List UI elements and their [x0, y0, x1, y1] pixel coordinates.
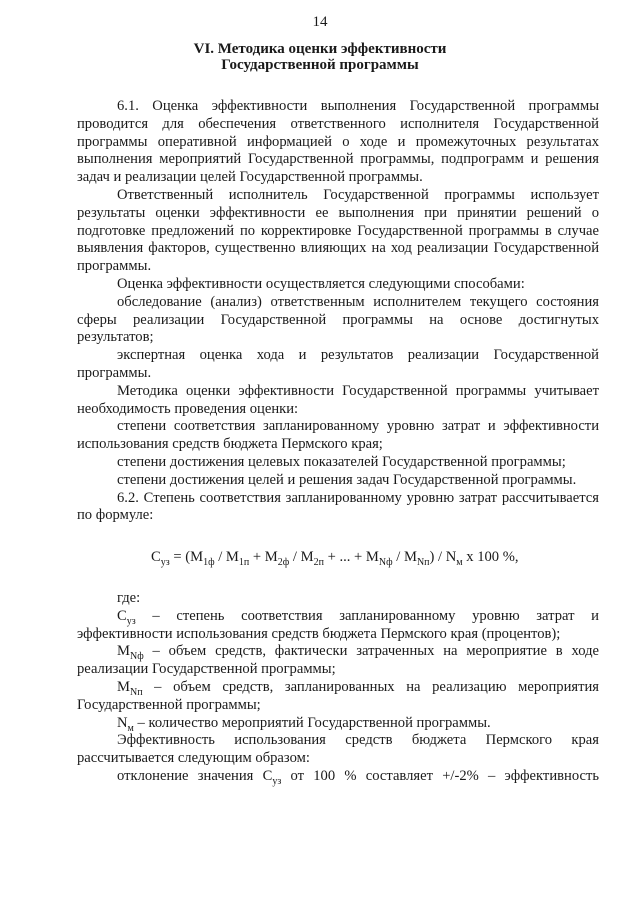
paragraph: обследование (анализ) ответственным исполнителем текущего состояния сферы реализации Государственной программы на основе достигнутых результатов; — [77, 293, 599, 346]
heading-line-1: VI. Методика оценки эффективности — [193, 41, 447, 57]
paragraph: степени достижения целевых показателей Государственной программы; — [117, 453, 566, 470]
paragraph: степени соответствия запланированному уровню затрат и эффективности использования средств бюджета Пермского края; — [77, 418, 599, 453]
paragraph: Методика оценки эффективности Государственной программы учитывает необходимость проведения оценки: — [77, 382, 599, 417]
definition: $N_м$ – количество мероприятий Государственной программы. — [117, 714, 491, 734]
paragraph: экспертная оценка хода и результатов реализации Государственной программы. — [77, 347, 599, 381]
paragraph-last-line: отклонение значения $С_{уз}$ от 100 % составляет +/-2% – эффективность — [117, 767, 599, 787]
definition: $М_{Nп}$ – объем средств, запланированных на реализацию мероприятия Государственной программы; — [77, 678, 599, 713]
paragraph: 6.2. Степень соответствия запланированному уровню затрат рассчитывается по формуле: — [77, 489, 599, 524]
where-label: где: — [117, 589, 141, 606]
paragraph: 6.1. Оценка эффективности выполнения Государственной программы проводится для обеспечения ответственного исполнителя Государственной программы оперативной информацией о ходе и промежуточных результатах выполнения мероприятий Государственной программы, подпрограмм и решения задач и реализации целей Государственной программы. — [77, 98, 599, 186]
definition: $С_{уз}$ – степень соответствия запланированному уровню затрат и эффективности использования средств бюджета Пермского края (процентов); — [77, 607, 599, 642]
page-number: 14 — [312, 14, 328, 30]
paragraph: Эффективность использования средств бюджета Пермского края рассчитывается следующим образом: — [77, 732, 599, 767]
paragraph: степени достижения целей и решения задач Государственной программы. — [117, 471, 577, 488]
formula: $С_{уз} = (М_{1ф} / М_{1п} + М_{2ф} / М_{2п}$ + ... + $М_{Nф} / М_{Nп}) / N_м$ х 100 %, — [151, 549, 519, 569]
heading-line-2: Государственной программы — [221, 57, 419, 73]
definition: $М_{Nф}$ – объем средств, фактически затраченных на мероприятие в ходе реализации Государственной программы; — [77, 643, 599, 678]
paragraph: Оценка эффективности осуществляется следующими способами: — [117, 275, 525, 292]
section-heading — [0, 41, 640, 73]
paragraph: Ответственный исполнитель Государственной программы использует результаты оценки эффективности ее выполнения при принятии решений о подготовке предложений по корректировке Государственной программы в случае выявления факторов, существенно влияющих на ход реализации Государственной программы. — [77, 186, 599, 275]
document-body — [77, 98, 599, 786]
